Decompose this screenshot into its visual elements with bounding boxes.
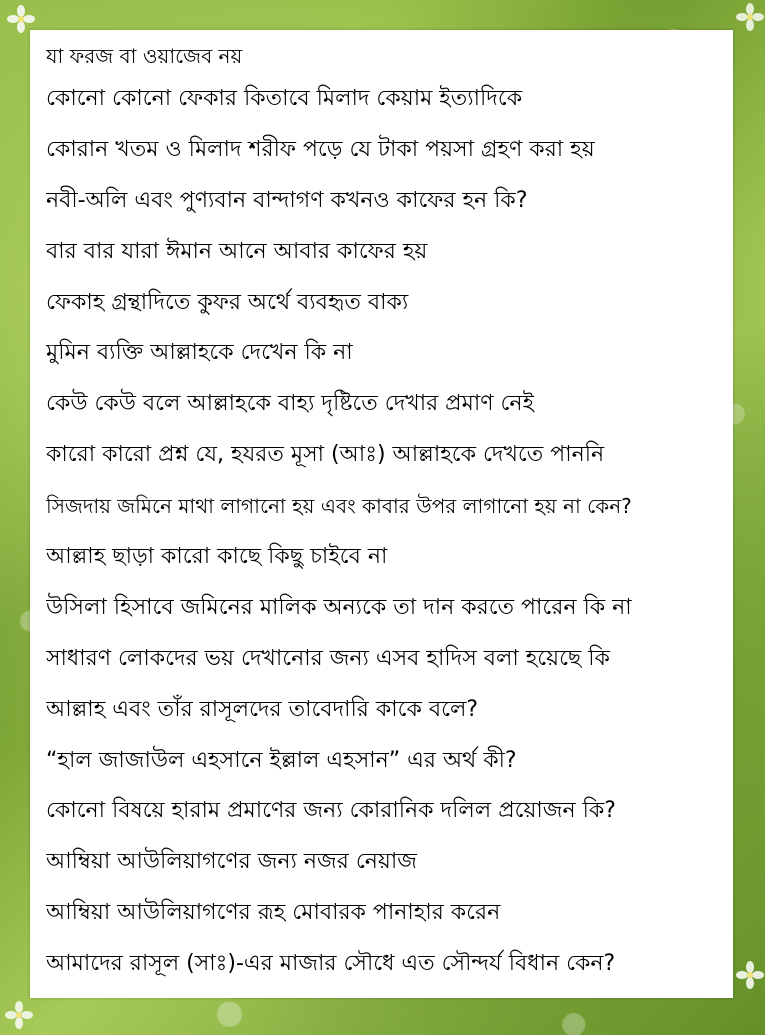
list-item: কোনো কোনো ফেকার কিতাবে মিলাদ কেয়াম ইত্যাদিকে <box>46 86 523 111</box>
list-item: যা ফরজ বা ওয়াজেব নয় <box>46 44 243 68</box>
topic-list <box>46 38 727 990</box>
list-item: কোরান খতম ও মিলাদ শরীফ পড়ে যে টাকা পয়সা গ্রহণ করা হয় <box>46 136 595 162</box>
list-item: উসিলা হিসাবে জমিনের মালিক অন্যকে তা দান করতে পারেন কি না <box>46 594 632 620</box>
list-item: আল্লাহ ছাড়া কারো কাছে কিছু চাইবে না <box>46 544 388 570</box>
content-panel <box>30 30 733 998</box>
list-item: নবী-অলি এবং পুণ্যবান বান্দাগণ কখনও কাফের হন কি? <box>46 187 528 213</box>
flower-decoration-icon <box>735 2 765 32</box>
list-item: বার বার যারা ঈমান আনে আবার কাফের হয় <box>46 238 428 264</box>
list-item: সিজদায় জমিনে মাথা লাগানো হয় এবং কাবার উপর লাগানো হয় না কেন? <box>46 494 632 519</box>
list-item: আমাদের রাসূল (সাঃ)-এর মাজার সৌধে এত সৌন্দর্য বিধান কেন? <box>46 951 616 977</box>
list-item: কোনো বিষয়ে হারাম প্রমাণের জন্য কোরানিক দলিল প্রয়োজন কি? <box>46 798 616 824</box>
list-item: আল্লাহ এবং তাঁর রাসূলদের তাবেদারি কাকে বলে? <box>46 696 479 722</box>
list-item: মুমিন ব্যক্তি আল্লাহকে দেখেন কি না <box>46 340 353 366</box>
list-item: আম্বিয়া আউলিয়াগণের জন্য নজর নেয়াজ <box>46 849 417 875</box>
flower-decoration-icon <box>4 1000 34 1030</box>
list-item: কেউ কেউ বলে আল্লাহকে বাহ্য দৃষ্টিতে দেখার প্রমাণ নেই <box>46 391 534 417</box>
list-item: ফেকাহ গ্রন্থাদিতে কুফর অর্থে ব্যবহৃত বাক্য <box>46 289 409 315</box>
list-item: আম্বিয়া আউলিয়াগণের রূহ মোবারক পানাহার করেন <box>46 900 501 926</box>
list-item: “হাল জাজাউল এহসানে ইল্লাল এহসান” এর অর্থ কী? <box>46 747 517 773</box>
flower-decoration-icon <box>735 960 765 990</box>
list-item: কারো কারো প্রশ্ন যে, হযরত মূসা (আঃ) আল্লাহকে দেখতে পাননি <box>46 442 605 468</box>
list-item: সাধারণ লোকদের ভয় দেখানোর জন্য এসব হাদিস বলা হয়েছে কি <box>46 645 610 671</box>
